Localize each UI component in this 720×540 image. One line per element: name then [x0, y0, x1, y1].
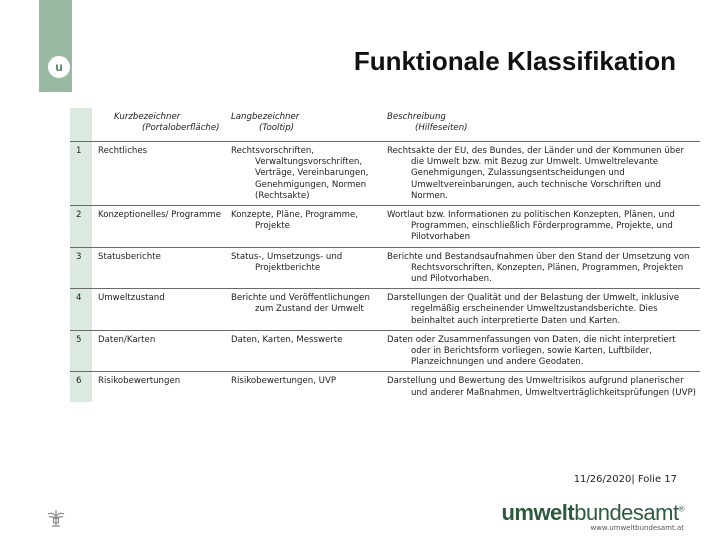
- table-row: [70, 247, 700, 289]
- classification-table: [70, 108, 700, 402]
- row-number: 6: [70, 372, 92, 402]
- brand-mark: ®: [678, 504, 684, 514]
- brand-name: [501, 500, 684, 526]
- row-number: 1: [70, 142, 92, 206]
- row-long: Daten, Karten, Messwerte: [225, 330, 381, 372]
- table-row: [70, 372, 700, 402]
- row-number: 4: [70, 289, 92, 331]
- row-desc: Rechtsakte der EU, des Bundes, der Länder und der Kommunen über die Umwelt bzw. mit Bezug zur Umwelt. Umweltrelevante Genehmigungen, Zulassungsentscheidungen und Umweltvereinbarungen, auch technische Vorschriften und Normen.: [381, 142, 700, 206]
- row-number: 2: [70, 206, 92, 248]
- slide-title: Funktionale Klassifikation: [353, 46, 676, 76]
- header-desc-title: Beschreibung: [387, 112, 446, 122]
- austrian-eagle-crest-icon: [44, 506, 68, 530]
- header-long-title: Langbezeichner: [231, 112, 300, 122]
- header-accent-bar: [39, 0, 72, 92]
- row-short: Risikobewertungen: [92, 372, 225, 402]
- row-short: Daten/Karten: [92, 330, 225, 372]
- header-short-sub: (Portaloberfläche): [142, 123, 220, 134]
- header-short-title: Kurzbezeichner: [114, 112, 181, 122]
- header-short: [92, 108, 225, 142]
- row-short: Statusberichte: [92, 247, 225, 289]
- brand-prefix: umwelt: [501, 500, 575, 525]
- row-desc: Darstellungen der Qualität und der Belastung der Umwelt, inklusive regelmäßig erscheinender Umweltzustandsberichte. Dies beinhaltet auch interpretierte Daten und Karten.: [381, 289, 700, 331]
- logo-letter: u: [55, 60, 63, 74]
- table-row: [70, 330, 700, 372]
- row-number: 3: [70, 247, 92, 289]
- header-num-cell: [70, 108, 92, 142]
- header-long: [225, 108, 381, 142]
- row-long: Rechtsvorschriften, Verwaltungsvorschriften, Verträge, Vereinbarungen, Genehmigungen, Normen (Rechtsakte): [225, 142, 381, 206]
- header-desc-sub: (Hilfeseiten): [415, 123, 468, 134]
- row-short: Konzeptionelles/ Programme: [92, 206, 225, 248]
- row-desc: Darstellung und Bewertung des Umweltrisikos aufgrund planerischer und anderer Maßnahmen, Umweltverträglichkeitsprüfungen (UVP): [381, 372, 700, 402]
- row-short: Rechtliches: [92, 142, 225, 206]
- university-logo-icon: [48, 56, 70, 78]
- row-desc: Berichte und Bestandsaufnahmen über den Stand der Umsetzung von Rechtsvorschriften, Konzepten, Plänen, Programmen, Projekten und Pilotvorhaben.: [381, 247, 700, 289]
- footer-date-page: 11/26/2020| Folie 17: [573, 474, 677, 485]
- table-row: [70, 289, 700, 331]
- row-short: Umweltzustand: [92, 289, 225, 331]
- header-long-sub: (Tooltip): [259, 123, 295, 134]
- brand-suffix: bundesamt: [574, 500, 679, 525]
- umweltbundesamt-logo: [501, 500, 684, 532]
- brand-url: www.umweltbundesamt.at: [590, 524, 684, 532]
- header-desc: [381, 108, 700, 142]
- table-header-row: [70, 108, 700, 142]
- row-long: Konzepte, Pläne, Programme, Projekte: [225, 206, 381, 248]
- classification-table-wrapper: [70, 108, 700, 402]
- table-row: [70, 142, 700, 206]
- row-long: Berichte und Veröffentlichungen zum Zustand der Umwelt: [225, 289, 381, 331]
- row-long: Status-, Umsetzungs- und Projektberichte: [225, 247, 381, 289]
- table-row: [70, 206, 700, 248]
- row-long: Risikobewertungen, UVP: [225, 372, 381, 402]
- row-desc: Wortlaut bzw. Informationen zu politischen Konzepten, Plänen, und Programmen, einschließlich Förderprogramme, Projekte, und Pilotvorhaben: [381, 206, 700, 248]
- row-desc: Daten oder Zusammenfassungen von Daten, die nicht interpretiert oder in Berichtsform vorliegen, sowie Karten, Luftbilder, Planzeichnungen und andere Geodaten.: [381, 330, 700, 372]
- row-number: 5: [70, 330, 92, 372]
